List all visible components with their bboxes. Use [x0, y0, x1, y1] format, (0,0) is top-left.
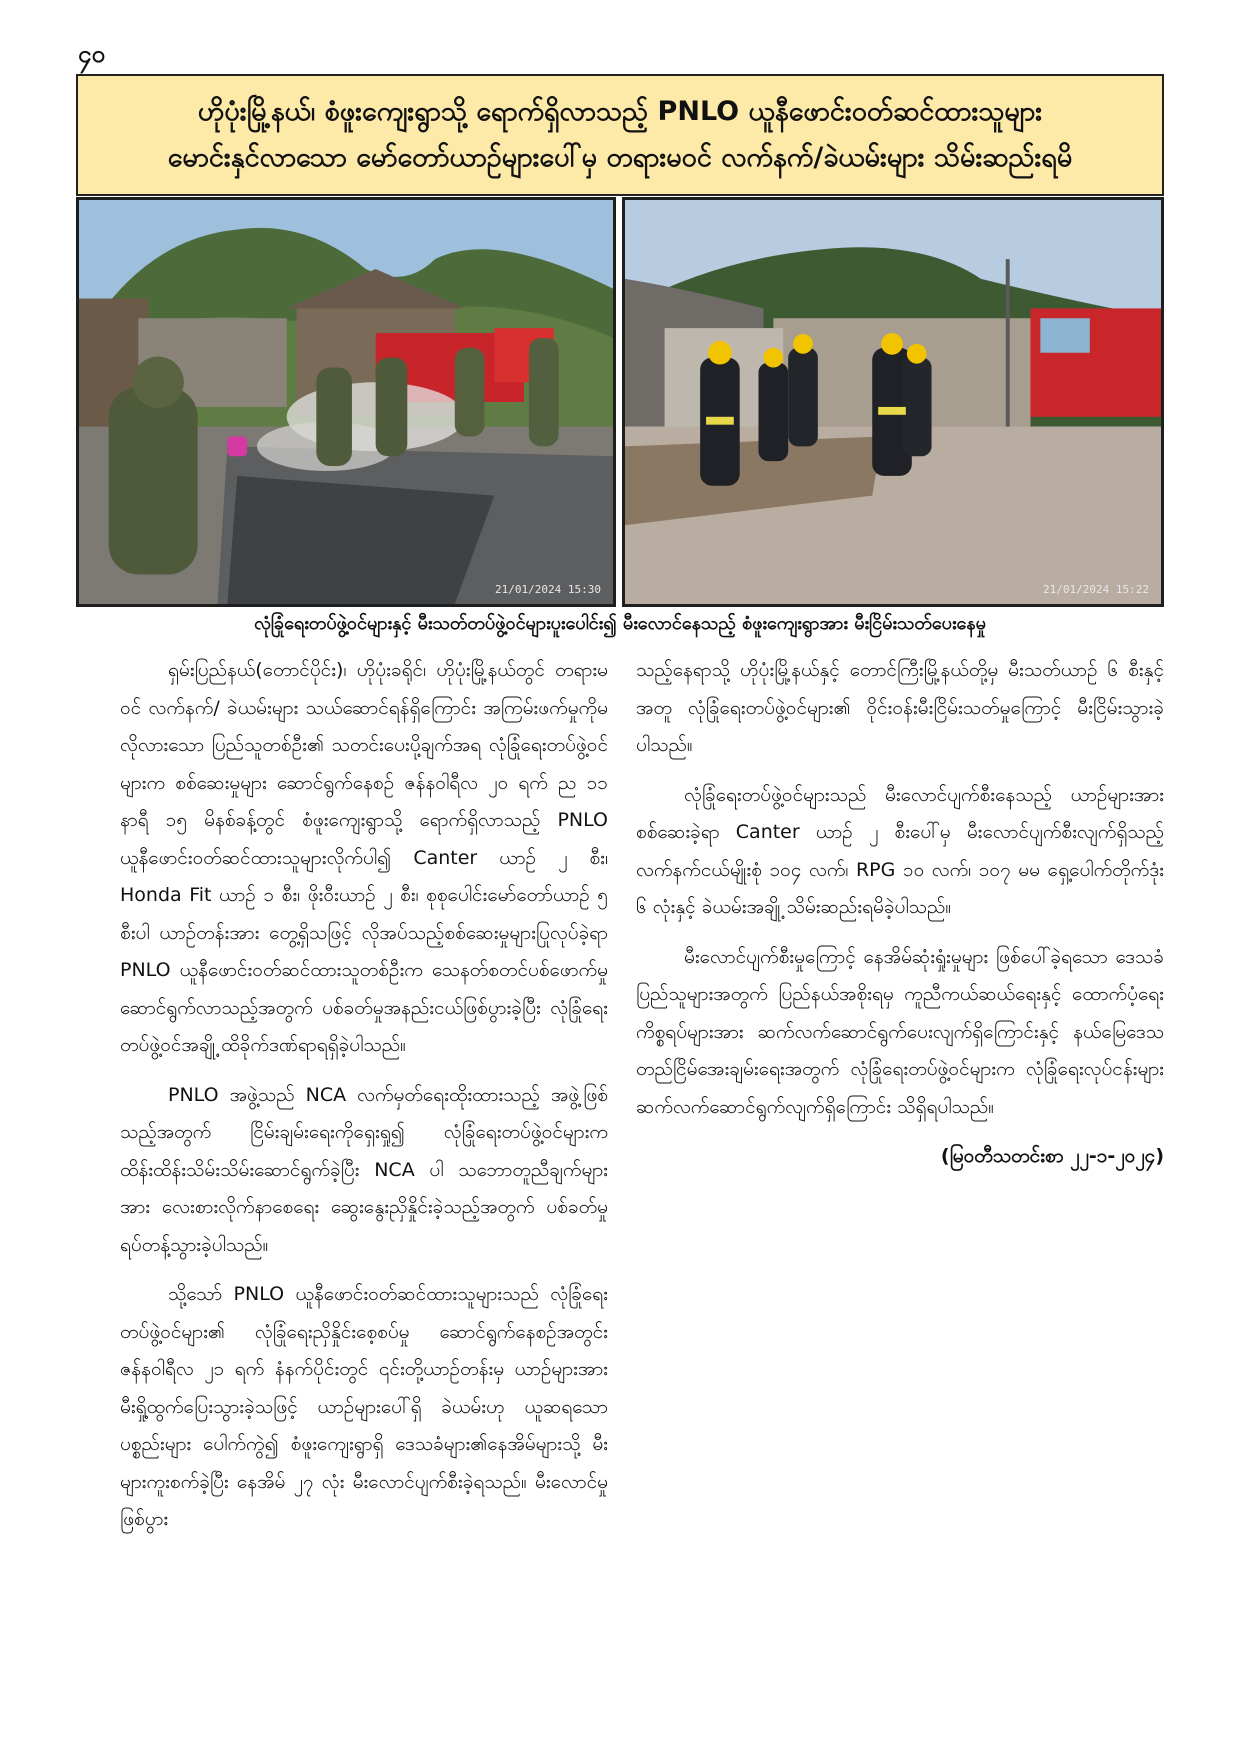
article-source: (မြဝတီသတင်းစာ ၂၂-၁-၂၀၂၄): [940, 1145, 1164, 1167]
article-column-right: [636, 652, 1164, 1176]
photo-firefighters: [622, 197, 1164, 607]
photo-soldiers-fire: [76, 197, 616, 607]
headline-box: [76, 74, 1164, 196]
article-paragraph: သည့်နေရာသို့ ဟိုပုံးမြို့နယ်နှင့် တောင်ကြီးမြို့နယ်တို့မှ မီးသတ်ယာဉ် ၆ စီးနှင့်အတူ လုံခြုံရေးတပ်ဖွဲ့ဝင်များ၏ ဝိုင်းဝန်းမီးငြိမ်းသတ်မှုကြောင့် မီးငြိမ်းသွားခဲ့ပါသည်။: [636, 659, 1164, 756]
article-paragraph: PNLO အဖွဲ့သည် NCA လက်မှတ်ရေးထိုးထားသည့် အဖွဲ့ဖြစ်သည့်အတွက် ငြိမ်းချမ်းရေးကိုရှေးရှု၍ လုံခြုံရေးတပ်ဖွဲ့ဝင်များက ထိန်းထိန်းသိမ်းသိမ်းဆောင်ရွက်ခဲ့ပြီး NCA ပါ သဘောတူညီချက်များအား လေးစားလိုက်နာစေရေး ဆွေးနွေးညှိနှိုင်းခဲ့သည့်အတွက် ပစ်ခတ်မှုရပ်တန့်သွားခဲ့ပါသည်။: [120, 1083, 608, 1256]
headline-line-1: ဟိုပုံးမြို့နယ်၊ စံဖူးကျေးရွာသို့ ရောက်ရှိလာသည့် PNLO ယူနီဖောင်းဝတ်ဆင်ထားသူများ: [197, 96, 1043, 127]
article-paragraph: လုံခြုံရေးတပ်ဖွဲ့ဝင်များသည် မီးလောင်ပျက်စီးနေသည့် ယာဉ်များအားစစ်ဆေးခဲ့ရာ Canter ယာဉ် ၂ စီးပေါ်မှ မီးလောင်ပျက်စီးလျက်ရှိသည့် လက်နက်ငယ်မျိုးစုံ ၁၀၄ လက်၊ RPG ၁၀ လက်၊ ၁၀၇ မမ ရှေ့ပေါက်တိုက်ဒုံး ၆ လုံးနှင့် ခဲယမ်းအချို့ သိမ်းဆည်းရမိခဲ့ပါသည်။: [636, 783, 1164, 918]
article-paragraph: ရှမ်းပြည်နယ်(တောင်ပိုင်း)၊ ဟိုပုံးခရိုင်၊ ဟိုပုံးမြို့နယ်တွင် တရားမဝင် လက်နက်/ ခဲယမ်းများ သယ်ဆောင်ရန်ရှိကြောင်း အကြမ်းဖက်မှုကိုမလိုလားသော ပြည်သူတစ်ဦး၏ သတင်းပေးပို့ချက်အရ လုံခြုံရေးတပ်ဖွဲ့ဝင်များက စစ်ဆေးမှုများ ဆောင်ရွက်နေစဉ် ဇန်နဝါရီလ ၂၀ ရက် ည ၁၁ နာရီ ၁၅ မိနစ်ခန့်တွင် စံဖူးကျေးရွာသို့ ရောက်ရှိလာသည့် PNLO ယူနီဖောင်းဝတ်ဆင်ထားသူများလိုက်ပါ၍ Canter ယာဉ် ၂ စီး၊ Honda Fit ယာဉ် ၁ စီး၊ ဖိုးဝီးယာဉ် ၂ စီး၊ စုစုပေါင်းမော်တော်ယာဉ် ၅ စီးပါ ယာဉ်တန်းအား တွေ့ရှိသဖြင့် လိုအပ်သည့်စစ်ဆေးမှုများပြုလုပ်ခဲ့ရာ PNLO ယူနီဖောင်းဝတ်ဆင်ထားသူတစ်ဦးက သေနတ်စတင်ပစ်ဖောက်မှု ဆောင်ရွက်လာသည့်အတွက် ပစ်ခတ်မှုအနည်းငယ်ဖြစ်ပွားခဲ့ပြီး လုံခြုံရေးတပ်ဖွဲ့ဝင်အချို့ ထိခိုက်ဒဏ်ရာရရှိခဲ့ပါသည်။: [120, 659, 608, 1056]
photo-soldiers-illustration: [79, 200, 613, 604]
photo-caption: လုံခြုံရေးတပ်ဖွဲ့ဝင်များနှင့် မီးသတ်တပ်ဖွဲ့ဝင်များပူးပေါင်း၍ မီးလောင်နေသည့် စံဖူးကျေးရွာအား မီးငြိမ်းသတ်ပေးနေမှု: [254, 613, 986, 634]
page-number: ၄၀: [78, 40, 105, 68]
photo-left-timestamp: 21/01/2024 15:30: [495, 583, 601, 596]
photo-right-timestamp: 21/01/2024 15:22: [1043, 583, 1149, 596]
photo-firefighters-illustration: [625, 200, 1161, 604]
headline-line-2: မောင်းနှင်လာသော မော်တော်ယာဉ်များပေါ်မှ တရားမဝင် လက်နက်/ခဲယမ်းများ သိမ်းဆည်းရမိ: [167, 142, 1073, 173]
article-paragraph: သို့သော် PNLO ယူနီဖောင်းဝတ်ဆင်ထားသူများသည် လုံခြုံရေးတပ်ဖွဲ့ဝင်များ၏ လုံခြုံရေးညှိနှိုင်းစေ့စပ်မှု ဆောင်ရွက်နေစဉ်အတွင်း ဇန်နဝါရီလ ၂၁ ရက် နံနက်ပိုင်းတွင် ၎င်းတို့ယာဉ်တန်းမှ ယာဉ်များအား မီးရှို့ထွက်ပြေးသွားခဲ့သဖြင့် ယာဉ်များပေါ်ရှိ ခဲယမ်းဟု ယူဆရသောပစ္စည်းများ ပေါက်ကွဲ၍ စံဖူးကျေးရွာရှိ ဒေသခံများ၏နေအိမ်များသို့ မီးများကူးစက်ခဲ့ပြီး နေအိမ် ၂၇ လုံး မီးလောင်ပျက်စီးခဲ့ရသည်။ မီးလောင်မှုဖြစ်ပွား: [120, 1283, 608, 1530]
article-column-left: [120, 652, 608, 1551]
article-paragraph: မီးလောင်ပျက်စီးမှုကြောင့် နေအိမ်ဆုံးရှုံးမှုများ ဖြစ်ပေါ်ခဲ့ရသော ဒေသခံပြည်သူများအတွက် ပြည်နယ်အစိုးရမှ ကူညီကယ်ဆယ်ရေးနှင့် ထောက်ပံ့ရေးကိစ္စရပ်များအား ဆက်လက်ဆောင်ရွက်ပေးလျက်ရှိကြောင်းနှင့် နယ်မြေဒေသတည်ငြိမ်အေးချမ်းရေးအတွက် လုံခြုံရေးတပ်ဖွဲ့ဝင်များက လုံခြုံရေးလုပ်ငန်းများ ဆက်လက်ဆောင်ရွက်လျက်ရှိကြောင်း သိရှိရပါသည်။: [636, 945, 1164, 1118]
